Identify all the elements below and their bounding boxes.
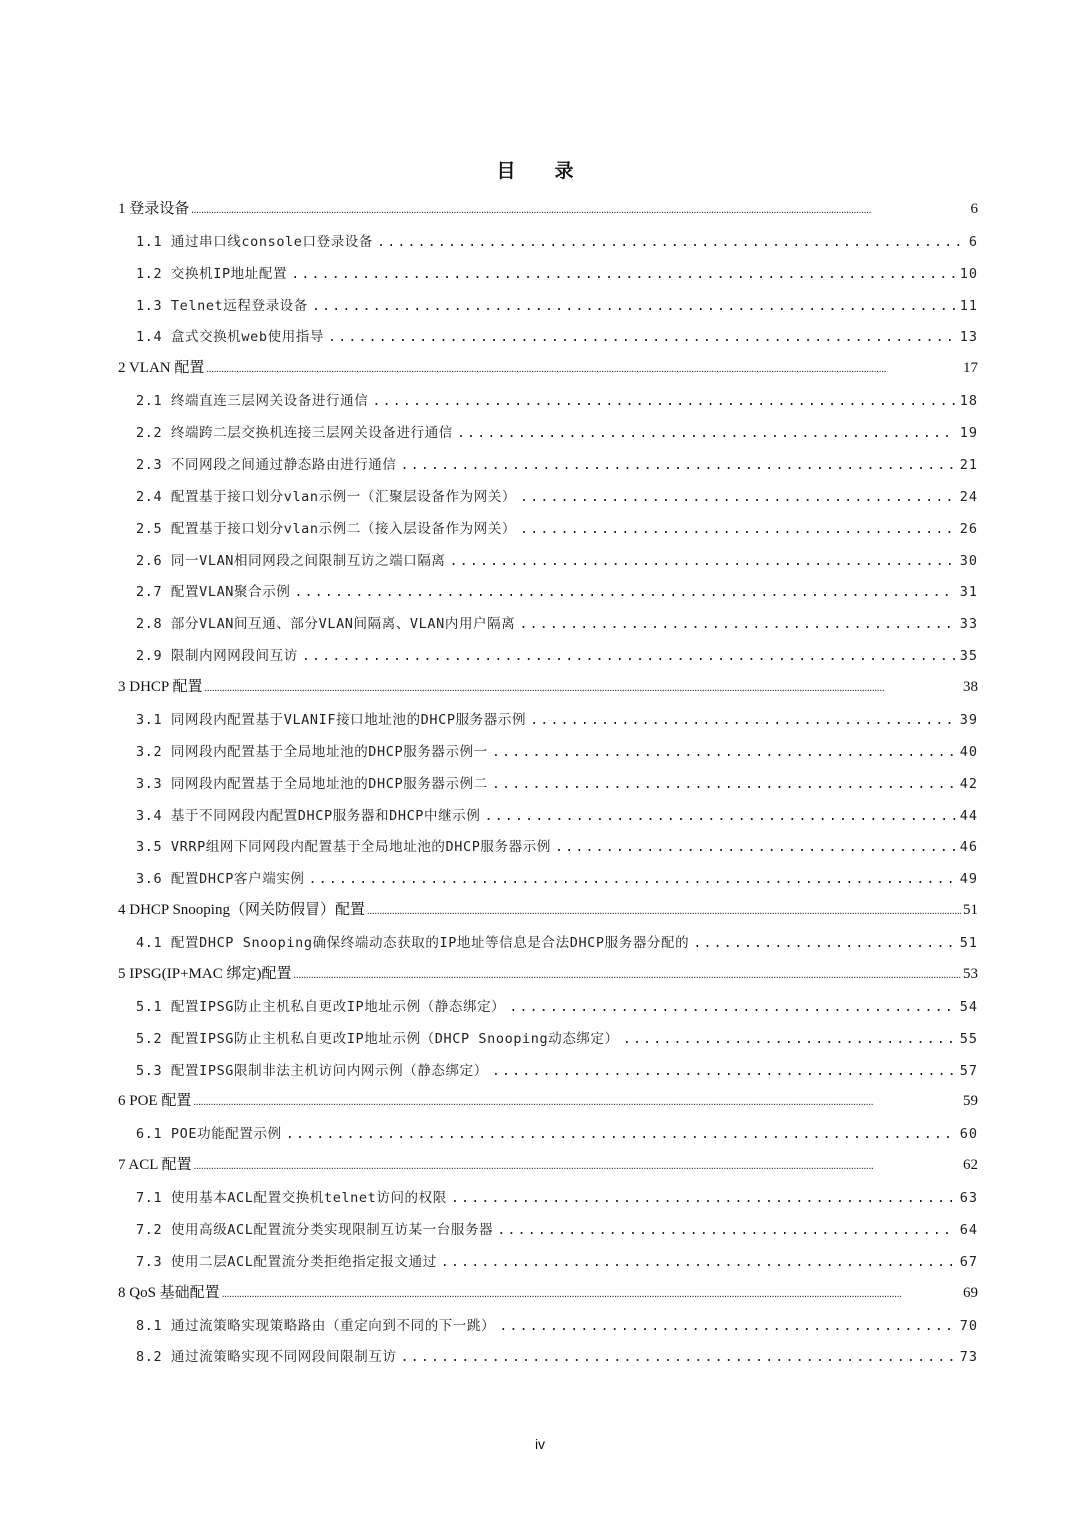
toc-section-entry[interactable] <box>118 728 978 760</box>
toc-entry-page-number: 18 <box>959 393 978 410</box>
toc-entry-title: 1.2 交换机IP地址配置 <box>136 265 288 282</box>
toc-entry-title: 1.1 通过串口线console口登录设备 <box>136 233 374 250</box>
toc-entry-page-number: 33 <box>959 616 978 633</box>
dot-leader <box>372 393 955 409</box>
toc-section-entry[interactable] <box>118 282 978 314</box>
toc-entry-page-number: 26 <box>959 520 978 537</box>
dot-leader <box>509 999 955 1015</box>
toc-section-entry[interactable] <box>118 1174 978 1206</box>
toc-entry-title: 3 DHCP 配置 <box>118 679 203 695</box>
toc-section-entry[interactable] <box>118 1302 978 1334</box>
toc-section-entry[interactable] <box>118 537 978 569</box>
dot-leader <box>520 489 956 505</box>
dot-leader <box>450 553 956 569</box>
toc-section-entry[interactable] <box>118 505 978 537</box>
toc-entry-title: 3.1 同网段内配置基于VLANIF接口地址池的DHCP服务器示例 <box>136 711 527 728</box>
page-title: 目 录 <box>496 160 584 182</box>
dot-leader <box>497 1222 956 1238</box>
dot-leader <box>401 457 956 473</box>
toc-entry-page-number: 17 <box>963 360 978 377</box>
toc-entry-page-number: 63 <box>959 1190 978 1206</box>
dot-leader <box>204 681 961 696</box>
toc-entry-title: 7.2 使用高级ACL配置流分类实现限制互访某一台服务器 <box>136 1221 494 1238</box>
toc-section-entry[interactable] <box>118 1334 978 1366</box>
dot-leader <box>623 1031 956 1047</box>
toc-entry-title: 2.2 终端跨二层交换机连接三层网关设备进行通信 <box>136 425 453 441</box>
toc-entry-page-number: 39 <box>959 711 978 728</box>
toc-entry-title: 2.4 配置基于接口划分vlan示例一（汇聚层设备作为网关） <box>136 488 517 505</box>
dot-leader <box>492 1063 956 1079</box>
toc-chapter-entry[interactable] <box>118 951 978 983</box>
toc-entry-title: 6.1 POE功能配置示例 <box>136 1126 282 1143</box>
dot-leader <box>484 808 955 824</box>
dot-leader <box>286 1126 956 1142</box>
toc-section-entry[interactable] <box>118 250 978 282</box>
toc-section-entry[interactable] <box>118 1238 978 1270</box>
toc-chapter-entry[interactable] <box>118 664 978 696</box>
dot-leader <box>519 616 955 632</box>
dot-leader <box>492 744 956 760</box>
toc-entry-title: 5.1 配置IPSG防止主机私自更改IP地址示例（静态绑定） <box>136 998 506 1015</box>
toc-entry-page-number: 30 <box>959 552 978 569</box>
toc-section-entry[interactable] <box>118 600 978 632</box>
toc-section-entry[interactable] <box>118 1206 978 1238</box>
toc-entry-title: 8.2 通过流策略实现不同网段间限制互访 <box>136 1349 397 1366</box>
toc-entry-title: 2.8 部分VLAN间互通、部分VLAN间隔离、VLAN内用户隔离 <box>136 616 516 633</box>
toc-entry-page-number: 40 <box>959 743 978 760</box>
toc-entry-page-number: 64 <box>959 1221 978 1238</box>
dot-leader <box>520 521 956 537</box>
toc-entry-page-number: 35 <box>959 648 978 665</box>
toc-chapter-entry[interactable] <box>118 887 978 919</box>
toc-section-entry[interactable] <box>118 632 978 664</box>
toc-entry-page-number: 31 <box>959 584 978 601</box>
toc-entry-title: 3.5 VRRP组网下同网段内配置基于全局地址池的DHCP服务器示例 <box>136 839 551 856</box>
dot-leader <box>451 1190 956 1206</box>
toc-section-entry[interactable] <box>118 1110 978 1142</box>
toc-entry-title: 1.4 盒式交换机web使用指导 <box>136 329 324 346</box>
toc-chapter-entry[interactable] <box>118 1079 978 1111</box>
toc-section-entry[interactable] <box>118 824 978 856</box>
toc-chapter-entry[interactable] <box>118 186 978 218</box>
dot-leader <box>312 298 956 314</box>
toc-entry-title: 2.1 终端直连三层网关设备进行通信 <box>136 393 369 410</box>
page-number: iv <box>534 1436 546 1452</box>
toc-entry-title: 5 IPSG(IP+MAC 绑定)配置 <box>118 965 292 982</box>
toc-entry-page-number: 10 <box>959 265 978 282</box>
dot-leader <box>499 1318 956 1334</box>
toc-section-entry[interactable] <box>118 441 978 473</box>
dot-leader <box>328 329 956 345</box>
toc-entry-page-number: 51 <box>963 902 978 919</box>
toc-entry-page-number: 55 <box>959 1030 978 1047</box>
toc-section-entry[interactable] <box>118 314 978 346</box>
toc-entry-page-number: 6 <box>968 233 978 250</box>
toc-entry-title: 3.2 同网段内配置基于全局地址池的DHCP服务器示例一 <box>136 743 488 760</box>
toc-entry-title: 4 DHCP Snooping（网关防假冒）配置 <box>118 902 365 919</box>
toc-entry-page-number: 19 <box>959 425 978 441</box>
dot-leader <box>194 1159 961 1174</box>
toc-entry-title: 3.3 同网段内配置基于全局地址池的DHCP服务器示例二 <box>136 775 488 792</box>
dot-leader <box>555 839 956 855</box>
toc-entry-page-number: 60 <box>959 1126 978 1143</box>
dot-leader <box>492 776 956 792</box>
toc-entry-page-number: 24 <box>959 488 978 505</box>
toc-entry-page-number: 42 <box>959 775 978 792</box>
toc-entry-title: 7 ACL 配置 <box>118 1157 192 1174</box>
toc-entry-title: 5.3 配置IPSG限制非法主机访问内网示例（静态绑定） <box>136 1062 488 1079</box>
toc-entry-title: 2.6 同一VLAN相同网段之间限制互访之端口隔离 <box>136 552 446 569</box>
toc-section-entry[interactable] <box>118 377 978 409</box>
dot-leader <box>191 203 968 218</box>
toc-entry-page-number: 57 <box>959 1062 978 1079</box>
table-of-contents <box>118 186 978 1365</box>
dot-leader <box>294 584 955 600</box>
toc-section-entry[interactable] <box>118 473 978 505</box>
dot-leader <box>367 904 961 919</box>
toc-entry-title: 2.7 配置VLAN聚合示例 <box>136 584 291 601</box>
toc-section-entry[interactable] <box>118 760 978 792</box>
toc-section-entry[interactable] <box>118 855 978 887</box>
dot-leader <box>206 362 961 377</box>
dot-leader <box>222 1287 961 1302</box>
toc-entry-title: 3.6 配置DHCP客户端实例 <box>136 871 305 888</box>
toc-section-entry[interactable] <box>118 983 978 1015</box>
toc-entry-page-number: 6 <box>970 200 978 217</box>
toc-entry-page-number: 46 <box>959 839 978 856</box>
toc-entry-title: 2.5 配置基于接口划分vlan示例二（接入层设备作为网关） <box>136 520 517 537</box>
toc-entry-page-number: 38 <box>963 679 978 695</box>
toc-chapter-entry[interactable] <box>118 1270 978 1302</box>
toc-section-entry[interactable] <box>118 218 978 250</box>
toc-section-entry[interactable] <box>118 1015 978 1047</box>
toc-entry-page-number: 51 <box>959 935 978 951</box>
toc-entry-title: 2.3 不同网段之间通过静态路由进行通信 <box>136 456 397 473</box>
toc-entry-page-number: 73 <box>959 1349 978 1366</box>
toc-entry-page-number: 67 <box>959 1253 978 1270</box>
toc-entry-page-number: 53 <box>963 965 978 982</box>
dot-leader <box>401 1349 956 1365</box>
toc-entry-title: 8.1 通过流策略实现策略路由（重定向到不同的下一跳） <box>136 1317 496 1334</box>
toc-section-entry[interactable] <box>118 1047 978 1079</box>
toc-entry-page-number: 13 <box>959 329 978 346</box>
toc-entry-title: 2 VLAN 配置 <box>118 360 205 377</box>
toc-section-entry[interactable] <box>118 409 978 441</box>
toc-entry-title: 5.2 配置IPSG防止主机私自更改IP地址示例（DHCP Snooping动态绑定） <box>136 1030 619 1047</box>
toc-entry-page-number: 49 <box>959 871 978 888</box>
dot-leader <box>457 425 956 441</box>
toc-entry-title: 8 QoS 基础配置 <box>118 1284 220 1301</box>
dot-leader <box>377 234 965 250</box>
toc-entry-title: 1 登录设备 <box>118 200 190 217</box>
toc-entry-title: 4.1 配置DHCP Snooping确保终端动态获取的IP地址等信息是合法DHCP服务器分配的 <box>136 935 690 951</box>
toc-section-entry[interactable] <box>118 696 978 728</box>
toc-entry-title: 7.1 使用基本ACL配置交换机telnet访问的权限 <box>136 1190 447 1206</box>
dot-leader <box>293 968 961 983</box>
dot-leader <box>441 1254 956 1270</box>
toc-section-entry[interactable] <box>118 919 978 951</box>
dot-leader <box>309 871 956 887</box>
toc-entry-title: 2.9 限制内网网段间互访 <box>136 648 298 665</box>
toc-entry-title: 7.3 使用二层ACL配置流分类拒绝指定报文通过 <box>136 1253 437 1270</box>
toc-section-entry[interactable] <box>118 792 978 824</box>
toc-entry-title: 1.3 Telnet远程登录设备 <box>136 297 308 314</box>
dot-leader <box>693 935 955 951</box>
toc-chapter-entry[interactable] <box>118 345 978 377</box>
dot-leader <box>302 648 956 664</box>
toc-entry-page-number: 11 <box>959 297 978 314</box>
toc-chapter-entry[interactable] <box>118 1142 978 1174</box>
toc-entry-page-number: 44 <box>959 807 978 824</box>
toc-section-entry[interactable] <box>118 569 978 601</box>
toc-entry-page-number: 62 <box>963 1157 978 1174</box>
toc-entry-page-number: 69 <box>963 1284 978 1301</box>
toc-entry-title: 6 POE 配置 <box>118 1093 192 1110</box>
dot-leader <box>530 712 956 728</box>
dot-leader <box>193 1095 961 1110</box>
toc-entry-page-number: 21 <box>959 456 978 473</box>
toc-entry-page-number: 70 <box>959 1317 978 1334</box>
toc-entry-page-number: 59 <box>963 1093 978 1110</box>
dot-leader <box>291 266 956 282</box>
toc-entry-title: 3.4 基于不同网段内配置DHCP服务器和DHCP中继示例 <box>136 807 481 824</box>
toc-entry-page-number: 54 <box>959 998 978 1015</box>
